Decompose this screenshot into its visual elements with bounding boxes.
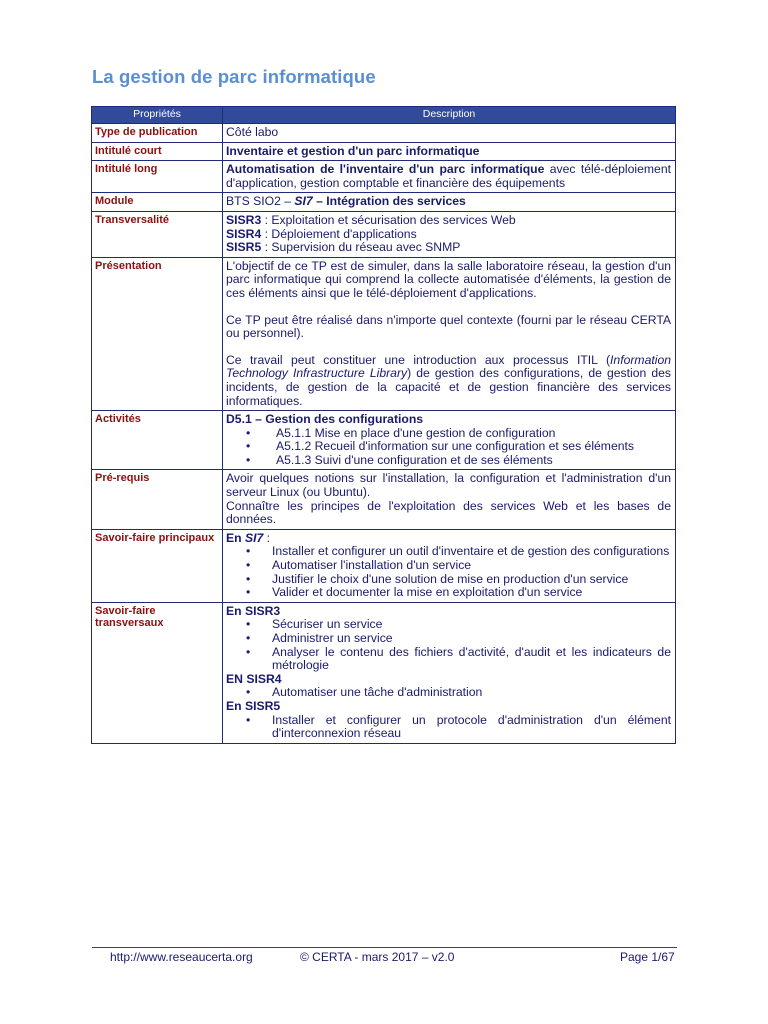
prerequis-value: Avoir quelques notions sur l'installation, la configuration et l'administration d'un serveur Linux (ou Ubuntu). Connaître les principes de l'exploitation des services Web et les bases de données. — [223, 470, 676, 529]
row-label-presentation: Présentation — [92, 257, 223, 410]
module-value: BTS SIO2 – SI7 – Intégration des services — [223, 193, 676, 212]
list-item: • Installer et configurer un protocole d'administration d'un élément d'interconnexion réseau — [226, 714, 671, 741]
row-label-savoir-faire-transversaux: Savoir-faire transversaux — [92, 602, 223, 743]
table-row — [92, 161, 676, 193]
footer-divider — [92, 947, 677, 948]
row-label-activites: Activités — [92, 411, 223, 470]
transversalite-value — [223, 211, 676, 257]
col-header-description: Description — [223, 107, 676, 124]
table-row — [92, 193, 676, 212]
table-row — [92, 529, 676, 602]
document-title: La gestion de parc informatique — [92, 66, 376, 87]
table-row — [92, 470, 676, 529]
list-item: • Justifier le choix d'une solution de mise en production d'un service — [226, 573, 671, 587]
table-row — [92, 142, 676, 161]
list-item: SISR3 : Exploitation et sécurisation des services Web — [226, 212, 516, 227]
footer-copyright: © CERTA - mars 2017 – v2.0 — [300, 950, 455, 964]
list-item: • Sécuriser un service — [226, 618, 671, 632]
row-label-module: Module — [92, 193, 223, 212]
activites-heading: D5.1 – Gestion des configurations — [226, 412, 424, 427]
list-item: • Administrer un service — [226, 632, 671, 646]
list-item: • A5.1.1 Mise en place d'une gestion de configuration — [226, 427, 671, 441]
intitule-long-value: Automatisation de l'inventaire d'un parc informatique avec télé-déploiement d'application, gestion comptable et financière des équipements — [223, 161, 676, 193]
list-item: • Automatiser une tâche d'administration — [226, 686, 671, 700]
presentation-paragraph: Ce TP peut être réalisé dans n'importe quel contexte (fourni par le réseau CERTA ou personnel). — [226, 312, 671, 341]
section-heading: En SISR5 — [226, 698, 281, 713]
row-label-transversalite: Transversalité — [92, 211, 223, 257]
list-item: SISR5 : Supervision du réseau avec SNMP — [226, 240, 461, 255]
properties-table — [91, 106, 676, 744]
type-publication-value: Côté labo — [223, 124, 676, 143]
list-item: • Automatiser l'installation d'un service — [226, 559, 671, 573]
table-row — [92, 257, 676, 410]
table-row — [92, 211, 676, 257]
col-header-properties: Propriétés — [92, 107, 223, 124]
savoir-faire-transversaux-value — [223, 602, 676, 743]
savoir-faire-principaux-value — [223, 529, 676, 602]
list-item: • Valider et documenter la mise en exploitation d'un service — [226, 586, 671, 600]
table-row — [92, 602, 676, 743]
footer-url-link[interactable]: http://www.reseaucerta.org — [110, 950, 253, 964]
table-row — [92, 124, 676, 143]
row-label-intitule-court: Intitulé court — [92, 142, 223, 161]
table-row — [92, 411, 676, 470]
list-item: • A5.1.2 Recueil d'information sur une configuration et ses éléments — [226, 440, 671, 454]
section-heading: En SISR3 — [226, 603, 281, 618]
row-label-savoir-faire-principaux: Savoir-faire principaux — [92, 529, 223, 602]
presentation-value — [223, 257, 676, 410]
section-heading: EN SISR4 — [226, 671, 282, 686]
section-heading: En SI7 : — [226, 530, 271, 545]
list-item: • Installer et configurer un outil d'inventaire et de gestion des configurations — [226, 545, 671, 559]
list-item: • A5.1.3 Suivi d'une configuration et de ses éléments — [226, 454, 671, 468]
footer-page-number: Page 1/67 — [620, 950, 675, 964]
list-item: • Analyser le contenu des fichiers d'activité, d'audit et les indicateurs de métrologie — [226, 646, 671, 673]
intitule-court-value: Inventaire et gestion d'un parc informatique — [226, 143, 480, 158]
row-label-prerequis: Pré-requis — [92, 470, 223, 529]
row-label-intitule-long: Intitulé long — [92, 161, 223, 193]
list-item: SISR4 : Déploiement d'applications — [226, 226, 417, 241]
presentation-paragraph: Ce travail peut constituer une introduction aux processus ITIL (Information Technology Infrastructure Library) de gestion des configurations, de gestion des incidents, de gestion de la capacité et de gestion financière des services informatiques. — [226, 352, 671, 408]
presentation-paragraph: L'objectif de ce TP est de simuler, dans la salle laboratoire réseau, la gestion d'un parc informatique qui comprend la collecte automatisée d'éléments, la gestion de ces éléments ainsi que le télé-déploiement d'applications. — [226, 258, 671, 300]
activites-value — [223, 411, 676, 470]
row-label-type-publication: Type de publication — [92, 124, 223, 143]
table-header-row — [92, 107, 676, 124]
